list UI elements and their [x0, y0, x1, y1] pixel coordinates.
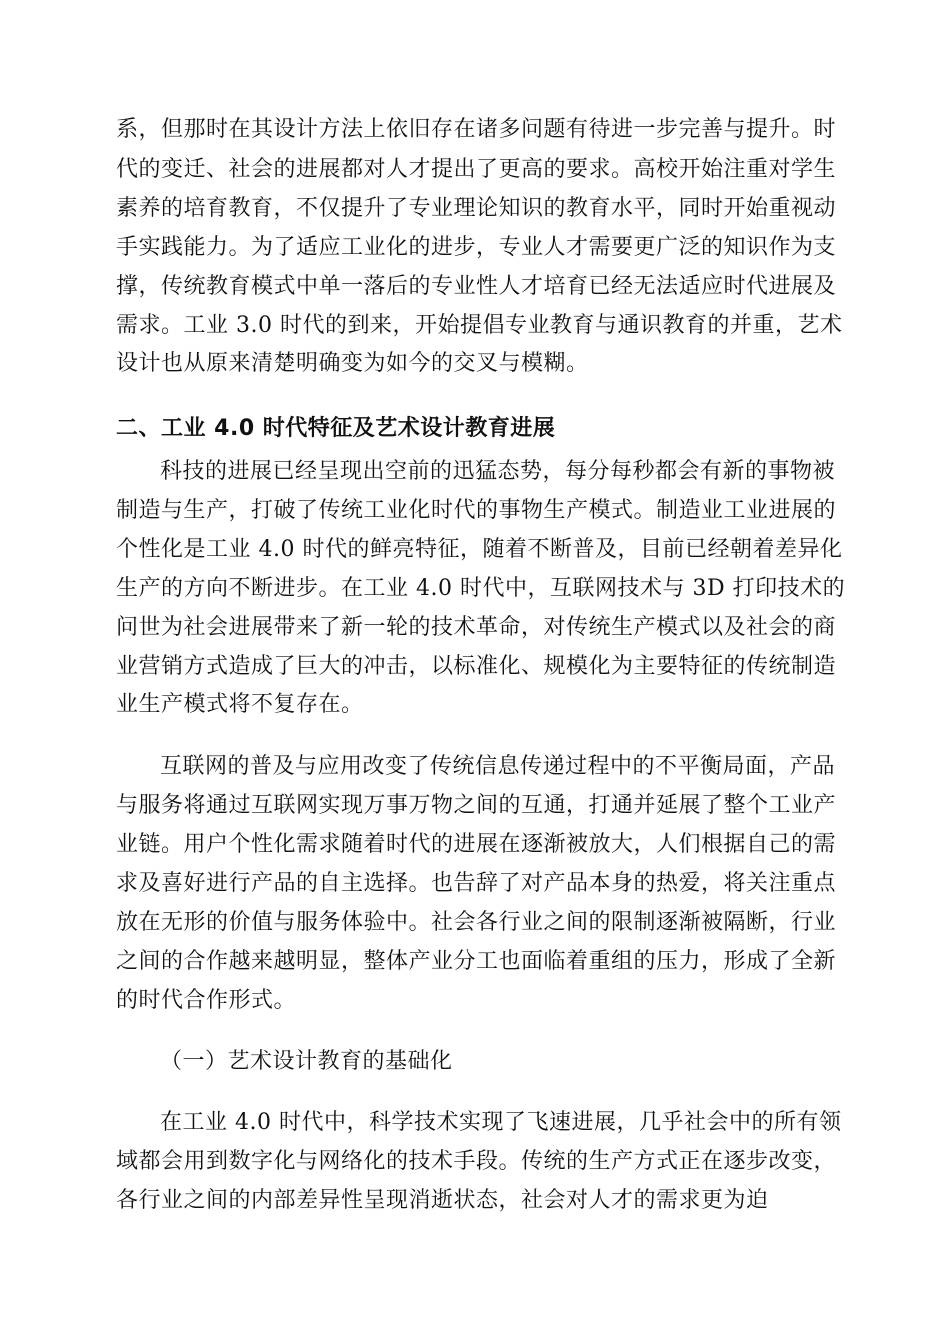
paragraph-line: 手实践能力。为了适应工业化的进步，专业人才需要更广泛的知识作为支 [116, 235, 837, 260]
paragraph-line: 制造与生产，打破了传统工业化时代的事物生产模式。制造业工业进展的 [116, 498, 837, 523]
paragraph-line: 个性化是工业 4.0 时代的鲜亮特征，随着不断普及，目前已经朝着差异化 [116, 537, 843, 562]
paragraph-line: 撑，传统教育模式中单一落后的专业性人才培育已经无法适应时代进展及 [116, 274, 837, 299]
paragraph-line: 生产的方向不断进步。在工业 4.0 时代中，互联网技术与 3D 打印技术的 [116, 576, 846, 601]
paragraph-line: 问世为社会进展带来了新一轮的技术革命，对传统生产模式以及社会的商 [116, 615, 837, 640]
paragraph-line: 之间的合作越来越明显，整体产业分工也面临着重组的压力，形成了全新 [116, 949, 837, 974]
paragraph-line: 放在无形的价值与服务体验中。社会各行业之间的限制逐渐被隔断，行业 [116, 910, 837, 935]
paragraph-line: 的时代合作形式。 [116, 988, 297, 1013]
subsection-heading: （一）艺术设计教育的基础化 [160, 1049, 453, 1074]
paragraph-line: 域都会用到数字化与网络化的技术手段。传统的生产方式正在逐步改变， [116, 1149, 837, 1174]
paragraph-line: 业生产模式将不复存在。 [116, 692, 364, 717]
paragraph-line: 在工业 4.0 时代中，科学技术实现了飞速进展，几乎社会中的所有领 [160, 1110, 842, 1135]
paragraph-line: 设计也从原来清楚明确变为如今的交叉与模糊。 [116, 351, 589, 376]
paragraph-line: 素养的培育教育，不仅提升了专业理论知识的教育水平，同时开始重视动 [116, 196, 837, 221]
paragraph-line: 需求。工业 3.0 时代的到来，开始提倡专业教育与通识教育的并重，艺术 [116, 313, 843, 338]
paragraph-line: 互联网的普及与应用改变了传统信息传递过程中的不平衡局面，产品 [160, 754, 836, 779]
paragraph-line: 业链。用户个性化需求随着时代的进展在逐渐被放大，人们根据自己的需 [116, 832, 837, 857]
paragraph-line: 业营销方式造成了巨大的冲击，以标准化、规模化为主要特征的传统制造 [116, 654, 837, 679]
paragraph-line: 代的变迁、社会的进展都对人才提出了更高的要求。高校开始注重对学生 [116, 157, 837, 182]
paragraph-line: 系，但那时在其设计方法上依旧存在诸多问题有待进一步完善与提升。时 [116, 117, 837, 142]
paragraph-line: 各行业之间的内部差异性呈现消逝状态，社会对人才的需求更为迫 [116, 1188, 769, 1213]
paragraph-line: 科技的进展已经呈现出空前的迅猛态势，每分每秒都会有新的事物被 [160, 459, 836, 484]
paragraph-line: 与服务将通过互联网实现万事万物之间的互通，打通并延展了整个工业产 [116, 793, 837, 818]
section-heading: 二、工业 4.0 时代特征及艺术设计教育进展 [116, 416, 556, 441]
paragraph-line: 求及喜好进行产品的自主选择。也告辞了对产品本身的热爱，将关注重点 [116, 871, 837, 896]
